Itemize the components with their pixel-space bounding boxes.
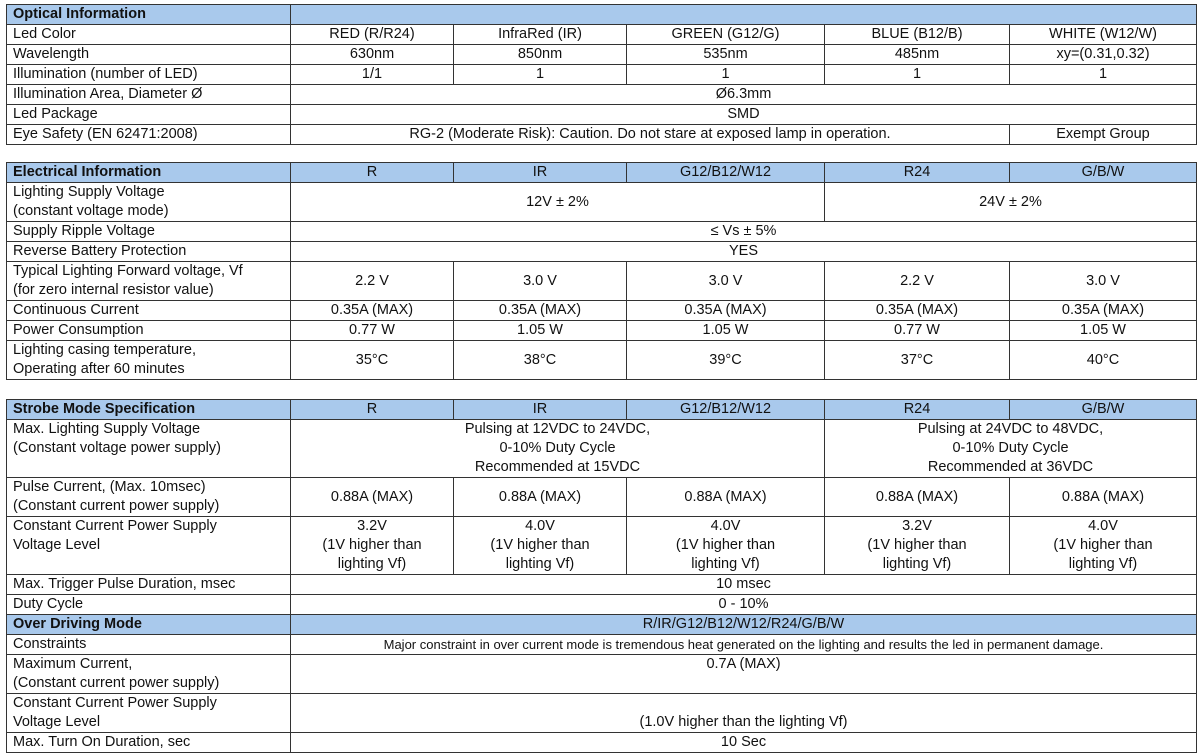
- led-color-red: RED (R/R24): [291, 25, 454, 45]
- wavelength-green: 535nm: [627, 45, 825, 65]
- pulse-current-gbw: 0.88A (MAX): [1010, 478, 1197, 517]
- optical-header-fill: [291, 5, 1197, 25]
- led-color-green: GREEN (G12/G): [627, 25, 825, 45]
- constraints-value: Major constraint in over current mode is tremendous heat generated on the lighting and results the led in permanent damage.: [291, 635, 1197, 655]
- continuous-current-row: [7, 301, 1197, 321]
- strobe-cc-voltage-r: 3.2V (1V higher than lighting Vf): [291, 517, 454, 575]
- duty-value: 0 - 10%: [291, 595, 1197, 615]
- wavelength-blue: 485nm: [825, 45, 1010, 65]
- strobe-cc-voltage-gbw: 4.0V (1V higher than lighting Vf): [1010, 517, 1197, 575]
- illumination-ir: 1: [454, 65, 627, 85]
- strobe-col-r24: R24: [825, 400, 1010, 420]
- package-value: SMD: [291, 105, 1197, 125]
- forward-voltage-row: [7, 262, 1197, 301]
- pulse-current-r24: 0.88A (MAX): [825, 478, 1010, 517]
- casing-temp-row: [7, 341, 1197, 380]
- power-r: 0.77 W: [291, 321, 454, 341]
- forward-voltage-ir: 3.0 V: [454, 262, 627, 301]
- pulse-current-row: [7, 478, 1197, 517]
- area-row: [7, 85, 1197, 105]
- duty-label: Duty Cycle: [7, 595, 291, 615]
- illumination-row: [7, 65, 1197, 85]
- electrical-col-r24: R24: [825, 163, 1010, 183]
- strobe-cc-voltage-r24: 3.2V (1V higher than lighting Vf): [825, 517, 1010, 575]
- eye-safety-row: [7, 125, 1197, 145]
- eye-safety-label: Eye Safety (EN 62471:2008): [7, 125, 291, 145]
- package-label: Led Package: [7, 105, 291, 125]
- forward-voltage-r: 2.2 V: [291, 262, 454, 301]
- max-current-value: 0.7A (MAX): [291, 655, 1197, 694]
- continuous-current-gbw: 0.35A (MAX): [1010, 301, 1197, 321]
- continuous-current-r: 0.35A (MAX): [291, 301, 454, 321]
- overdrive-title: Over Driving Mode: [7, 615, 291, 635]
- trigger-value: 10 msec: [291, 575, 1197, 595]
- strobe-header-row: [7, 400, 1197, 420]
- turn-on-row: [7, 733, 1197, 753]
- overdrive-cc-voltage-row: [7, 694, 1197, 733]
- illumination-red: 1/1: [291, 65, 454, 85]
- continuous-current-r24: 0.35A (MAX): [825, 301, 1010, 321]
- illumination-green: 1: [627, 65, 825, 85]
- casing-temp-r: 35°C: [291, 341, 454, 380]
- trigger-row: [7, 575, 1197, 595]
- casing-temp-g12: 39°C: [627, 341, 825, 380]
- supply-voltage-12: 12V ± 2%: [291, 183, 825, 222]
- continuous-current-g12: 0.35A (MAX): [627, 301, 825, 321]
- reverse-row: [7, 242, 1197, 262]
- forward-voltage-label: Typical Lighting Forward voltage, Vf (for zero internal resistor value): [7, 262, 291, 301]
- area-label: Illumination Area, Diameter Ø: [7, 85, 291, 105]
- ripple-label: Supply Ripple Voltage: [7, 222, 291, 242]
- strobe-max-voltage-24: Pulsing at 24VDC to 48VDC, 0-10% Duty Cycle Recommended at 36VDC: [825, 420, 1197, 478]
- forward-voltage-r24: 2.2 V: [825, 262, 1010, 301]
- strobe-col-gbw: G/B/W: [1010, 400, 1197, 420]
- forward-voltage-g12: 3.0 V: [627, 262, 825, 301]
- continuous-current-label: Continuous Current: [7, 301, 291, 321]
- supply-voltage-24: 24V ± 2%: [825, 183, 1197, 222]
- trigger-label: Max. Trigger Pulse Duration, msec: [7, 575, 291, 595]
- led-color-blue: BLUE (B12/B): [825, 25, 1010, 45]
- turn-on-label: Max. Turn On Duration, sec: [7, 733, 291, 753]
- area-value: Ø6.3mm: [291, 85, 1197, 105]
- eye-safety-value: RG-2 (Moderate Risk): Caution. Do not stare at exposed lamp in operation.: [291, 125, 1010, 145]
- strobe-title: Strobe Mode Specification: [7, 400, 291, 420]
- pulse-current-r: 0.88A (MAX): [291, 478, 454, 517]
- led-color-ir: InfraRed (IR): [454, 25, 627, 45]
- optical-title: Optical Information: [7, 5, 291, 25]
- electrical-col-ir: IR: [454, 163, 627, 183]
- strobe-col-g12: G12/B12/W12: [627, 400, 825, 420]
- strobe-col-r: R: [291, 400, 454, 420]
- power-row: [7, 321, 1197, 341]
- illumination-white: 1: [1010, 65, 1197, 85]
- wavelength-white: xy=(0.31,0.32): [1010, 45, 1197, 65]
- power-label: Power Consumption: [7, 321, 291, 341]
- wavelength-label: Wavelength: [7, 45, 291, 65]
- pulse-current-label: Pulse Current, (Max. 10msec) (Constant current power supply): [7, 478, 291, 517]
- electrical-header-row: [7, 163, 1197, 183]
- casing-temp-ir: 38°C: [454, 341, 627, 380]
- supply-voltage-label: Lighting Supply Voltage (constant voltage mode): [7, 183, 291, 222]
- electrical-col-g12: G12/B12/W12: [627, 163, 825, 183]
- spec-table: [6, 4, 1197, 753]
- overdrive-header-row: [7, 615, 1197, 635]
- power-g12: 1.05 W: [627, 321, 825, 341]
- turn-on-value: 10 Sec: [291, 733, 1197, 753]
- casing-temp-label: Lighting casing temperature, Operating after 60 minutes: [7, 341, 291, 380]
- strobe-cc-voltage-row: [7, 517, 1197, 575]
- strobe-cc-voltage-label: Constant Current Power Supply Voltage Level: [7, 517, 291, 575]
- overdrive-cc-voltage-label: Constant Current Power Supply Voltage Level: [7, 694, 291, 733]
- max-current-row: [7, 655, 1197, 694]
- electrical-col-gbw: G/B/W: [1010, 163, 1197, 183]
- electrical-title: Electrical Information: [7, 163, 291, 183]
- package-row: [7, 105, 1197, 125]
- max-current-label: Maximum Current, (Constant current power supply): [7, 655, 291, 694]
- supply-voltage-row: [7, 183, 1197, 222]
- strobe-max-voltage-row: [7, 420, 1197, 478]
- casing-temp-gbw: 40°C: [1010, 341, 1197, 380]
- reverse-value: YES: [291, 242, 1197, 262]
- overdrive-cc-voltage-value: (1.0V higher than the lighting Vf): [291, 694, 1197, 733]
- eye-safety-white: Exempt Group: [1010, 125, 1197, 145]
- ripple-value: ≤ Vs ± 5%: [291, 222, 1197, 242]
- led-color-white: WHITE (W12/W): [1010, 25, 1197, 45]
- illumination-blue: 1: [825, 65, 1010, 85]
- electrical-col-r: R: [291, 163, 454, 183]
- led-color-label: Led Color: [7, 25, 291, 45]
- forward-voltage-gbw: 3.0 V: [1010, 262, 1197, 301]
- reverse-label: Reverse Battery Protection: [7, 242, 291, 262]
- wavelength-ir: 850nm: [454, 45, 627, 65]
- strobe-col-ir: IR: [454, 400, 627, 420]
- constraints-label: Constraints: [7, 635, 291, 655]
- spec-sheet: [6, 4, 1196, 753]
- casing-temp-r24: 37°C: [825, 341, 1010, 380]
- wavelength-red: 630nm: [291, 45, 454, 65]
- strobe-cc-voltage-ir: 4.0V (1V higher than lighting Vf): [454, 517, 627, 575]
- strobe-cc-voltage-g12: 4.0V (1V higher than lighting Vf): [627, 517, 825, 575]
- illumination-label: Illumination (number of LED): [7, 65, 291, 85]
- continuous-current-ir: 0.35A (MAX): [454, 301, 627, 321]
- duty-row: [7, 595, 1197, 615]
- power-r24: 0.77 W: [825, 321, 1010, 341]
- power-gbw: 1.05 W: [1010, 321, 1197, 341]
- led-color-row: [7, 25, 1197, 45]
- overdrive-models: R/IR/G12/B12/W12/R24/G/B/W: [291, 615, 1197, 635]
- power-ir: 1.05 W: [454, 321, 627, 341]
- wavelength-row: [7, 45, 1197, 65]
- pulse-current-ir: 0.88A (MAX): [454, 478, 627, 517]
- optical-header-row: [7, 5, 1197, 25]
- ripple-row: [7, 222, 1197, 242]
- pulse-current-g12: 0.88A (MAX): [627, 478, 825, 517]
- strobe-max-voltage-label: Max. Lighting Supply Voltage (Constant voltage power supply): [7, 420, 291, 478]
- strobe-max-voltage-12: Pulsing at 12VDC to 24VDC, 0-10% Duty Cycle Recommended at 15VDC: [291, 420, 825, 478]
- constraints-row: [7, 635, 1197, 655]
